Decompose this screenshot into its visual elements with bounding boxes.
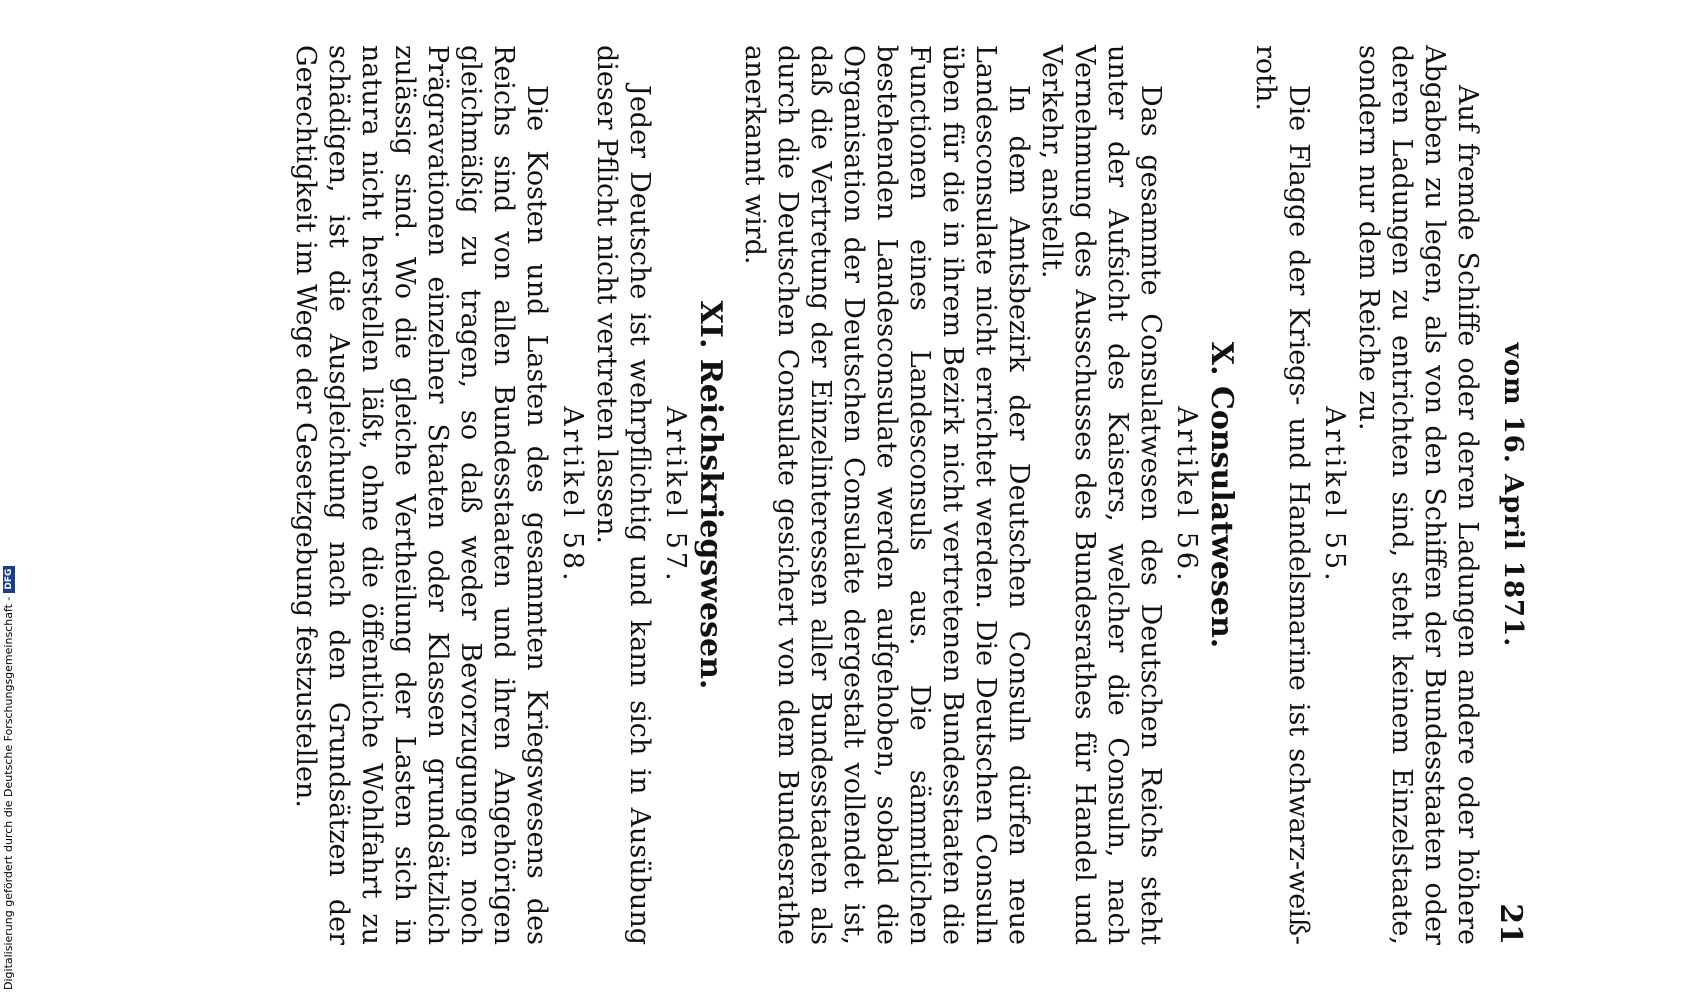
article-55-heading: Artikel 55. [1319, 406, 1350, 584]
paragraph-consular-districts: In dem Amtsbezirk der Deutschen Consuln dürfen neue Landesconsulate nicht errichtet werden. Die Deutschen Consuln üben für die in ihrem Bezirk nicht vertretenen Bundesstaaten die Functionen eines Landesconsuls aus. Die sämmtlichen bestehenden Landesconsulate werden aufgehoben, sobald die Organisation der Deutschen Consulate dergestalt vollendet ist, daß die Vertretung der Einzelinteressen aller Bundesstaaten als durch die Deutschen Consulate gesichert von dem Bundesrathe anerkannt wird. [739, 45, 1034, 945]
section-xi-heading: XI. Reichskriegswesen. [693, 300, 728, 690]
digitization-credit [2, 0, 15, 990]
credit-text: Digitalisierung gefördert durch die Deutsche Forschungsgemeinschaft - [2, 596, 15, 990]
paragraph-consulate-supervision: Das gesammte Consulatwesen des Deutschen Reichs steht unter der Aufsicht des Kaisers, welcher die Consuln, nach Vernehmung des Ausschusses des Bundesrathes für Handel und Verkehr, anstellt. [1036, 45, 1166, 945]
paragraph-war-costs: Die Kosten und Lasten des gesammten Kriegswesens des Reichs sind von allen Bundesstaaten und ihren Angehörigen gleichmäßig zu tragen, so daß weder Bevorzugungen noch Prägravationen einzelner Staaten oder Klassen grundsätzlich zulässig sind. Wo die gleiche Vertheilung der Lasten sich in natura nicht herstellen läßt, ohne die öffentliche Wohlfahrt zu schädigen, ist die Ausgleichung nach den Grundsätzen der Gerechtigkeit im Wege der Gesetzgebung festzustellen. [290, 45, 552, 945]
running-head: vom 16. April 1871. [1498, 342, 1528, 648]
article-56-heading: Artikel 56. [1171, 406, 1202, 584]
article-57-heading: Artikel 57. [660, 406, 691, 584]
page-number: 21 [1493, 903, 1528, 945]
page-header [1484, 45, 1528, 945]
dfg-logo: DFG [3, 566, 15, 593]
section-x-heading: X. Consulatwesen. [1204, 341, 1239, 649]
article-58-heading: Artikel 58. [557, 406, 588, 584]
paragraph-flag: Die Flagge der Kriegs- und Handelsmarine ist schwarz-weiß-roth. [1250, 45, 1314, 945]
paragraph-foreign-ships: Auf fremde Schiffe oder deren Ladungen andere oder höhere Abgaben zu legen, als von den Schiffen der Bundesstaaten oder deren Ladungen zu entrichten sind, steht keinem Einzelstaate, sondern nur dem Reiche zu. [1353, 45, 1483, 945]
paragraph-military-duty: Jeder Deutsche ist wehrpflichtig und kann sich in Ausübung dieser Pflicht nicht vertreten lassen. [591, 45, 655, 945]
document-page [130, 25, 1540, 965]
